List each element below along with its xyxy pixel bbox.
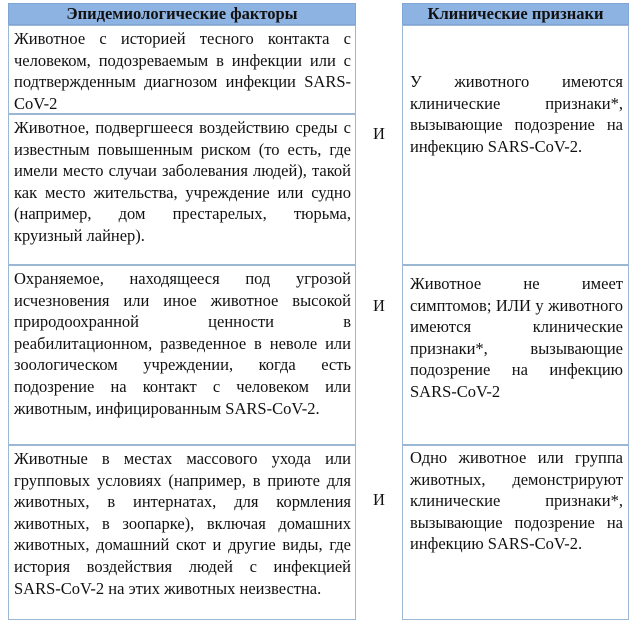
factor-cell-mass-care: Животные в местах массового ухода или групповых условиях (например, в приюте для животных, в интернатах, для кормления животных, в зоопарке), включая домашних животных, домашний скот и другие виды, где история воздействия людей с инфекцией SARS-CoV-2 на этих животных неизвестна. [8, 445, 356, 620]
connector-and-3: И [373, 490, 385, 509]
connector-and-1: И [373, 124, 385, 143]
connector-and-2: И [373, 296, 385, 315]
header-clinical-signs: Клинические признаки [402, 3, 629, 25]
sign-cell-asymptomatic-or-clinical: Животное не имеет симптомов; ИЛИ у животного имеются клинические признаки*, вызывающие подозрение на инфекцию SARS-CoV-2 [402, 265, 629, 445]
factor-cell-protected-animal: Охраняемое, находящееся под угрозой исчезновения или иное животное высокой природоохранной ценности в реабилитационном, разведенное в неволе или зоологическом учреждении, когда есть подозрение на контакт с человеком или животным, инфицированным SARS-CoV-2. [8, 265, 356, 445]
sign-cell-group-clinical: Одно животное или группа животных, демонстрируют клинические признаки*, вызывающие подозрение на инфекцию SARS-CoV-2. [402, 445, 629, 620]
sign-cell-clinical-suspicion: У животного имеются клинические признаки*, вызывающие подозрение на инфекцию SARS-CoV-2. [402, 25, 629, 265]
header-epidemiological-factors: Эпидемиологические факторы [8, 3, 356, 25]
factor-cell-close-contact: Животное с историей тесного контакта с человеком, подозреваемым в инфекции или с подтвержденным диагнозом инфекции SARS-CoV-2 [8, 25, 356, 114]
factor-cell-high-risk-environment: Животное, подвергшееся воздействию среды с известным повышенным риском (то есть, где имели место случаи заболевания людей), такой как место жительства, учреждение или судно (например, дом престарелых, тюрьма, круизный лайнер). [8, 114, 356, 265]
